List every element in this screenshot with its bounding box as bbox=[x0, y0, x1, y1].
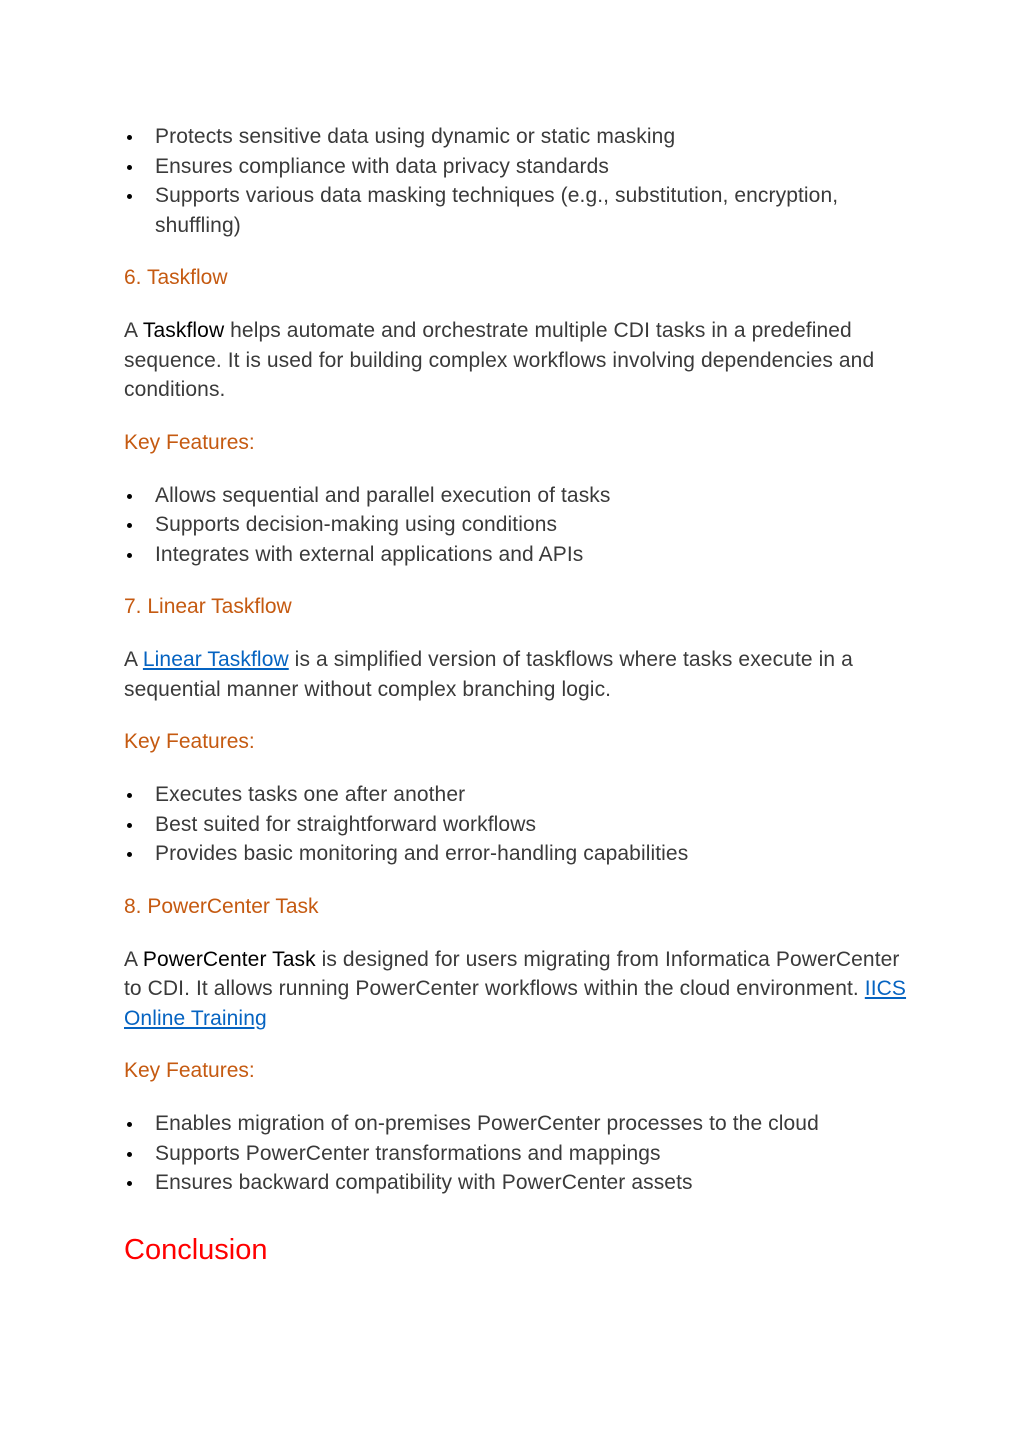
term-powercenter-task: PowerCenter Task bbox=[142, 947, 316, 971]
powercenter-task-description bbox=[124, 945, 914, 1034]
masking-features-list bbox=[124, 122, 914, 240]
list-item: Enables migration of on-premises PowerCenter processes to the cloud bbox=[124, 1109, 914, 1139]
linear-taskflow-features-list bbox=[124, 780, 914, 869]
key-features-heading: Key Features: bbox=[124, 1059, 255, 1082]
section-heading-powercenter-task: 8. PowerCenter Task bbox=[124, 894, 319, 918]
list-item: Ensures backward compatibility with PowerCenter assets bbox=[124, 1168, 914, 1198]
para-text: is designed for users migrating from Informatica PowerCenter to CDI. It allows running PowerCenter workflows within the cloud environment. bbox=[124, 947, 900, 1000]
powercenter-task-features-list bbox=[124, 1109, 914, 1198]
list-item: Supports various data masking techniques (e.g., substitution, encryption, shuffling) bbox=[124, 181, 914, 240]
taskflow-features-list bbox=[124, 481, 914, 570]
list-item: Ensures compliance with data privacy standards bbox=[124, 152, 914, 182]
taskflow-description bbox=[124, 316, 914, 405]
section-heading-linear-taskflow: 7. Linear Taskflow bbox=[124, 595, 292, 618]
key-features-heading: Key Features: bbox=[124, 730, 255, 753]
list-item: Supports PowerCenter transformations and mappings bbox=[124, 1139, 914, 1169]
list-item: Provides basic monitoring and error-handling capabilities bbox=[124, 839, 914, 869]
list-item: Protects sensitive data using dynamic or static masking bbox=[124, 122, 914, 152]
para-prefix: A bbox=[124, 319, 143, 342]
list-item: Best suited for straightforward workflows bbox=[124, 810, 914, 840]
list-item: Executes tasks one after another bbox=[124, 780, 914, 810]
para-text: is a simplified version of taskflows where tasks execute in a sequential manner without complex branching logic. bbox=[124, 648, 853, 701]
list-item: Allows sequential and parallel execution of tasks bbox=[124, 481, 914, 511]
linear-taskflow-description bbox=[124, 645, 914, 704]
document-page bbox=[124, 122, 914, 1268]
iics-online-training-link[interactable]: IICS Online Training bbox=[124, 977, 907, 1030]
section-heading-taskflow: 6. Taskflow bbox=[124, 266, 228, 289]
list-item: Integrates with external applications and APIs bbox=[124, 540, 914, 570]
term-taskflow: Taskflow bbox=[142, 319, 225, 342]
linear-taskflow-link[interactable]: Linear Taskflow bbox=[142, 648, 289, 671]
para-prefix: A bbox=[124, 947, 143, 971]
para-prefix: A bbox=[124, 648, 143, 671]
conclusion-heading: Conclusion bbox=[124, 1233, 268, 1266]
list-item: Supports decision-making using conditions bbox=[124, 510, 914, 540]
para-text: helps automate and orchestrate multiple CDI tasks in a predefined sequence. It is used for building complex workflows involving dependencies and conditions. bbox=[124, 319, 875, 401]
key-features-heading: Key Features: bbox=[124, 430, 255, 454]
